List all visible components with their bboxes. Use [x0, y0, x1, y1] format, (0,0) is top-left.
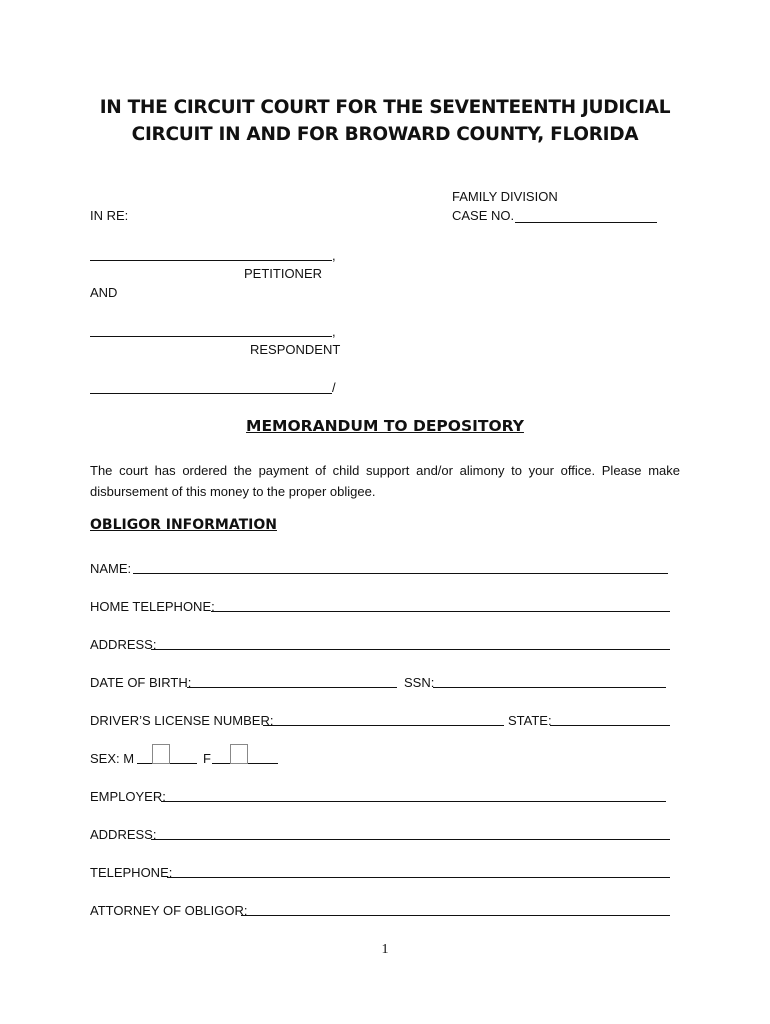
telephone-row	[90, 862, 672, 880]
respondent-comma: ,	[332, 324, 336, 339]
home-telephone-label: HOME TELEPHONE:	[90, 599, 215, 614]
respondent-name-field[interactable]	[90, 336, 332, 337]
state-field[interactable]	[550, 725, 670, 726]
employer-address-label: ADDRESS:	[90, 827, 157, 842]
petitioner-comma: ,	[332, 248, 336, 263]
respondent-label: RESPONDENT	[250, 342, 341, 357]
date-of-birth-field[interactable]	[187, 687, 397, 688]
ssn-field[interactable]	[433, 687, 666, 688]
court-title-line-1: IN THE CIRCUIT COURT FOR THE SEVENTEENTH JUDICIAL	[99, 97, 671, 118]
memo-paragraph: The court has ordered the payment of child support and/or alimony to your office. Please make disbursement of this money to the proper obligee.	[90, 463, 680, 499]
state-label: STATE:	[508, 713, 552, 728]
employer-field[interactable]	[161, 801, 666, 802]
telephone-field[interactable]	[167, 877, 670, 878]
ssn-row	[404, 672, 668, 690]
petitioner-name-field[interactable]	[90, 260, 332, 261]
name-field[interactable]	[133, 573, 668, 574]
family-division-label: FAMILY DIVISION	[452, 189, 558, 204]
court-title	[60, 94, 710, 148]
date-of-birth-row	[90, 672, 400, 690]
attorney-row	[90, 900, 672, 918]
case-style-end-field[interactable]	[90, 393, 332, 394]
state-row	[508, 710, 672, 728]
telephone-label: TELEPHONE:	[90, 865, 173, 880]
drivers-license-field[interactable]	[263, 725, 504, 726]
sex-female-checkbox[interactable]	[230, 744, 248, 764]
court-title-line-2: CIRCUIT IN AND FOR BROWARD COUNTY, FLORIDA	[131, 124, 639, 145]
employer-row	[90, 786, 670, 804]
name-label: NAME:	[90, 561, 132, 576]
page-number: 1	[381, 942, 389, 957]
memo-title: MEMORANDUM TO DEPOSITORY	[246, 417, 524, 435]
sex-male-checkbox[interactable]	[152, 744, 170, 764]
date-of-birth-label: DATE OF BIRTH:	[90, 675, 192, 690]
sex-row	[90, 748, 290, 766]
obligor-section-heading: OBLIGOR INFORMATION	[90, 517, 277, 533]
and-label: AND	[90, 285, 118, 300]
attorney-field[interactable]	[241, 915, 670, 916]
sex-label: SEX: M	[90, 751, 135, 766]
employer-label: EMPLOYER:	[90, 789, 166, 804]
sex-f-label: F	[203, 751, 211, 766]
home-telephone-row	[90, 596, 672, 614]
petitioner-label: PETITIONER	[244, 266, 323, 281]
attorney-label: ATTORNEY OF OBLIGOR:	[90, 903, 248, 918]
employer-address-field[interactable]	[151, 839, 670, 840]
case-no-label: CASE NO.	[452, 208, 515, 223]
name-row	[90, 558, 670, 576]
home-telephone-field[interactable]	[211, 611, 670, 612]
address-row	[90, 634, 672, 652]
case-no-field[interactable]	[515, 222, 657, 223]
case-style-slash: /	[332, 380, 336, 395]
in-re-label: IN RE:	[90, 208, 129, 223]
ssn-label: SSN:	[404, 675, 435, 690]
address-field[interactable]	[151, 649, 670, 650]
employer-address-row	[90, 824, 672, 842]
address-label: ADDRESS:	[90, 637, 157, 652]
drivers-license-row	[90, 710, 506, 728]
drivers-license-label: DRIVER’S LICENSE NUMBER:	[90, 713, 274, 728]
